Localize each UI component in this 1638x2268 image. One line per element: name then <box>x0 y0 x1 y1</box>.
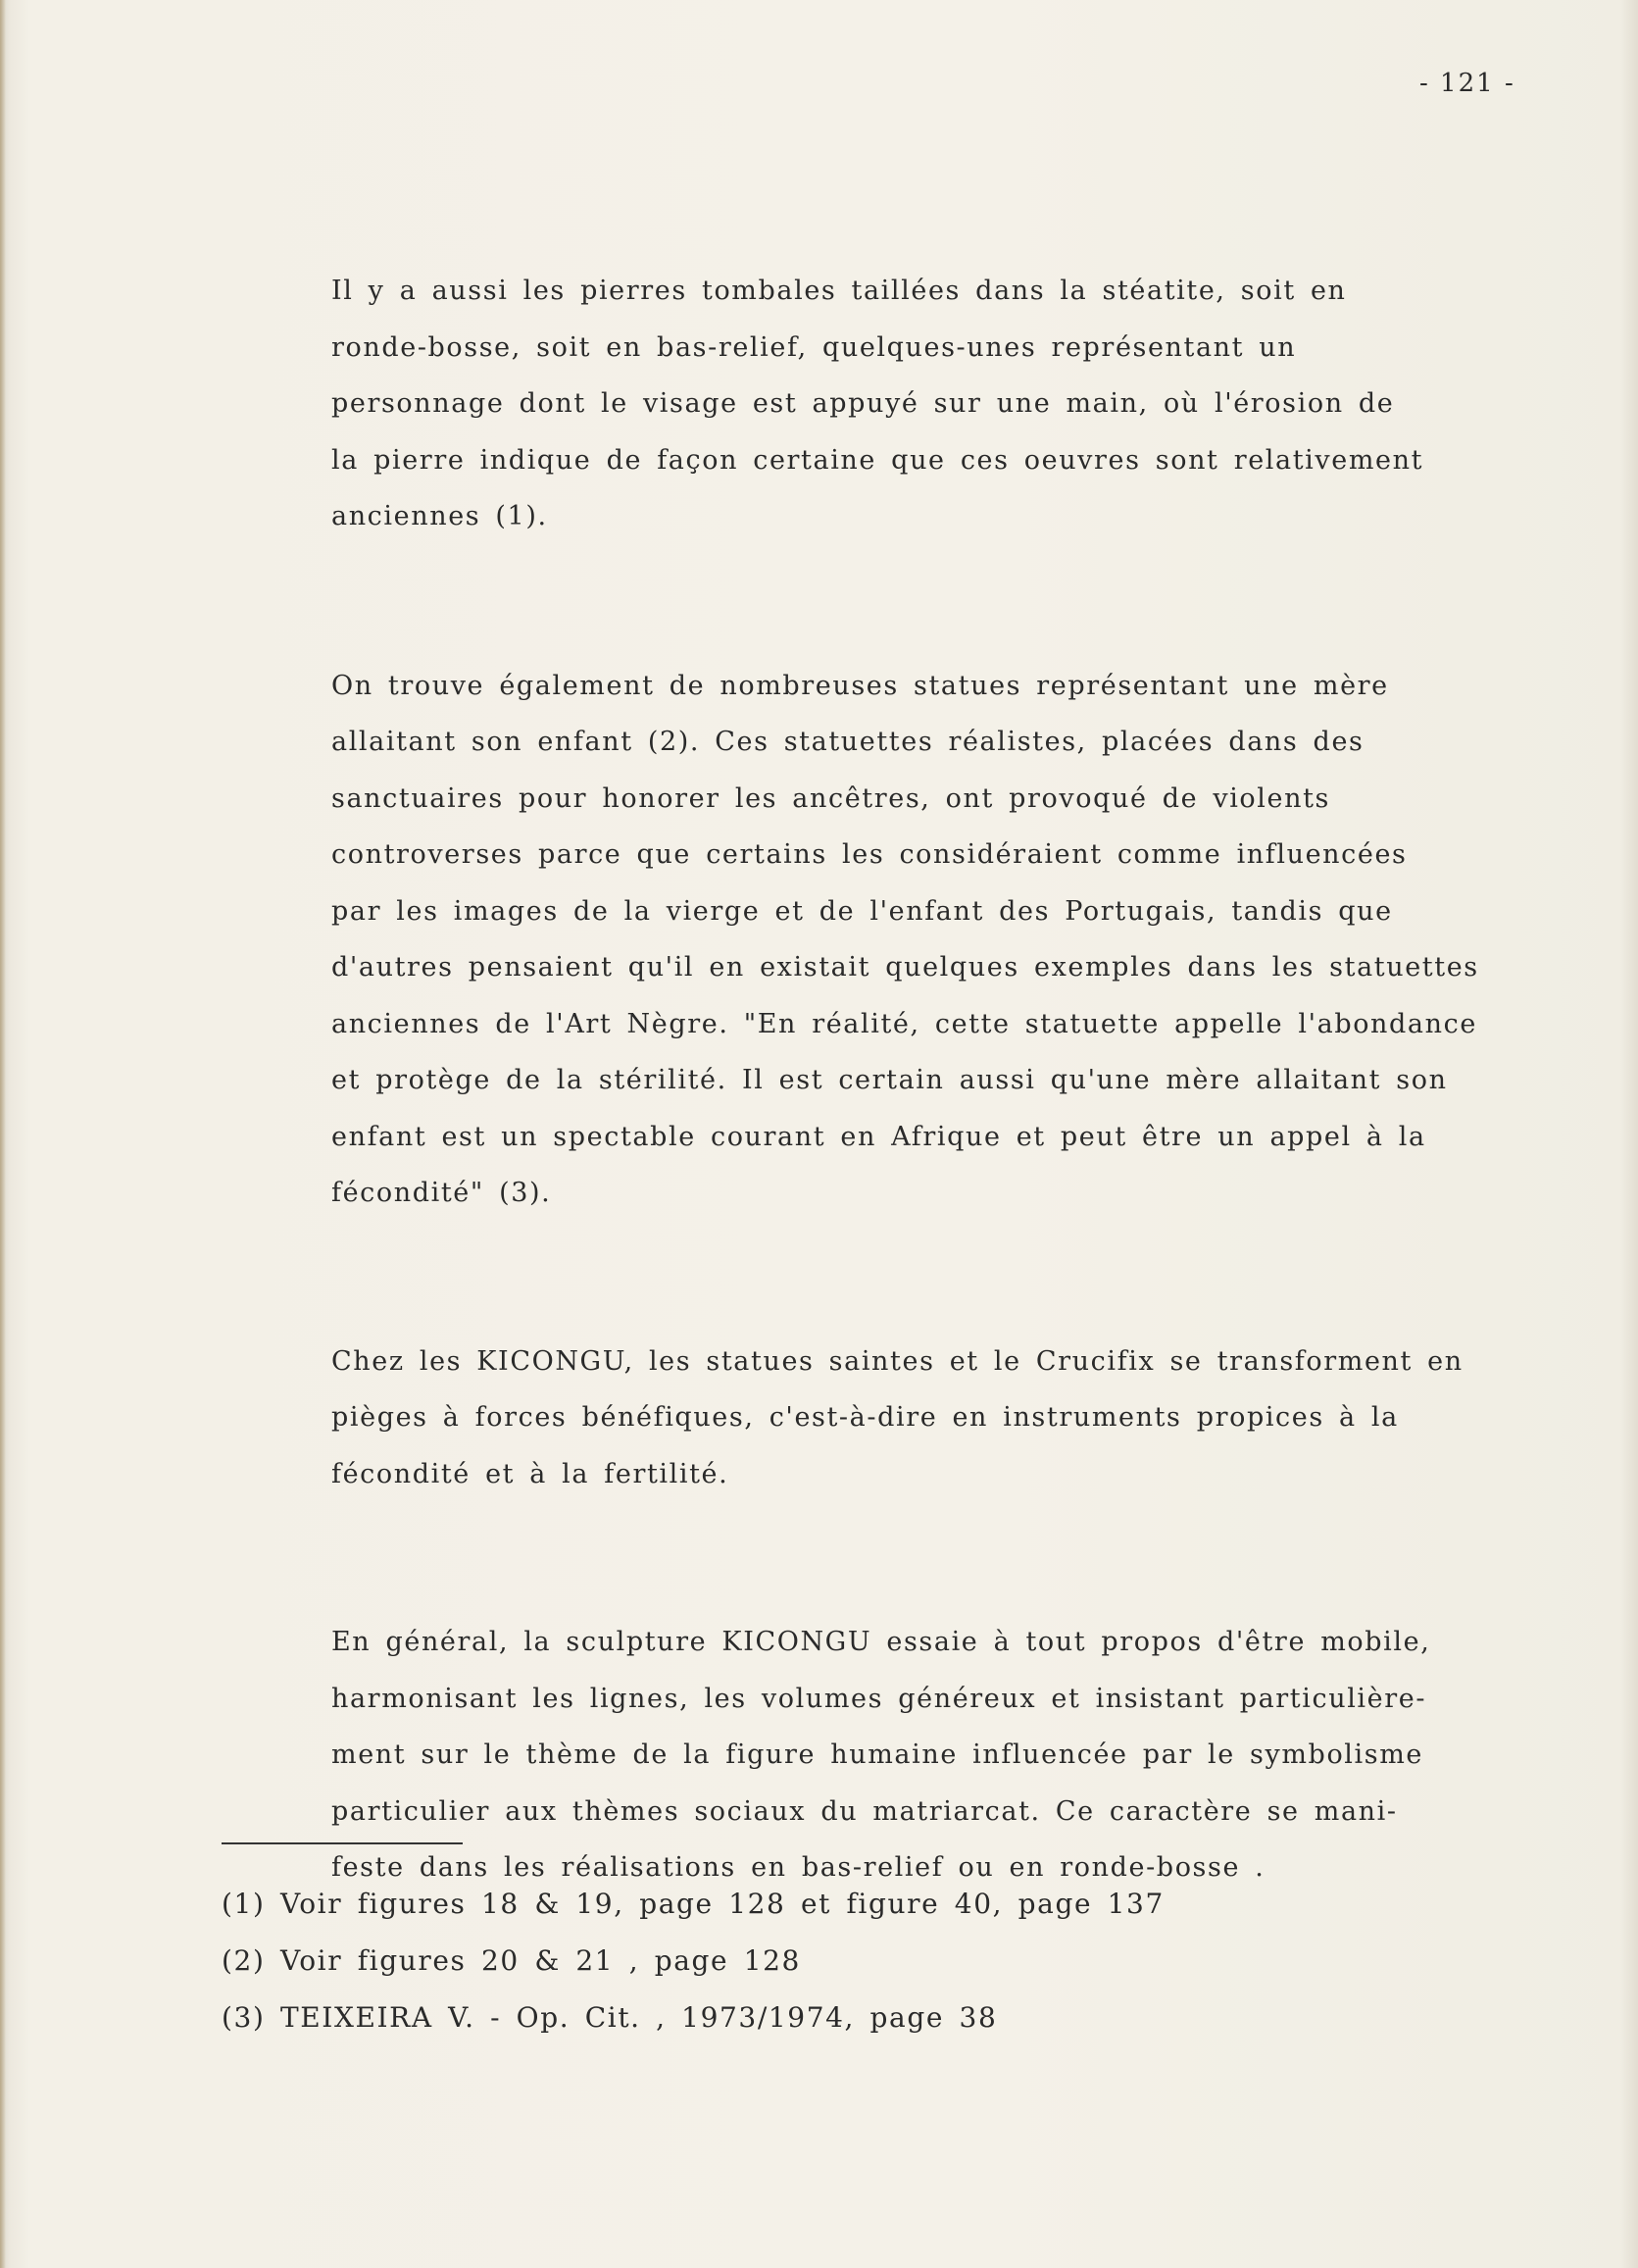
paragraph-spacer <box>331 1222 1586 1334</box>
text-line: fécondité et à la fertilité. <box>331 1458 729 1489</box>
text-line: par les images de la vierge et de l'enfant des Portugais, tandis que <box>331 895 1393 927</box>
text-line: feste dans les réalisations en bas-relief ou en ronde-bosse . <box>331 1852 1266 1883</box>
paragraph-spacer <box>331 545 1586 658</box>
text-line: ment sur le thème de la figure humaine influencée par le symbolisme <box>331 1739 1424 1770</box>
text-line: d'autres pensaient qu'il en existait quelques exemples dans les statuettes <box>331 952 1479 983</box>
text-line: controverses parce que certains les considéraient comme influencées <box>331 839 1408 870</box>
paragraph-3 <box>331 1334 1586 1503</box>
footnote-divider <box>222 1842 463 1844</box>
text-line: allaitant son enfant (2). Ces statuettes réalistes, placées dans des <box>331 727 1365 757</box>
text-line: pièges à forces bénéfiques, c'est-à-dire en instruments propices à la <box>331 1402 1399 1433</box>
text-line: sanctuaires pour honorer les ancêtres, ont provoqué de violents <box>331 782 1330 814</box>
text-line: En général, la sculpture KICONGU essaie à tout propos d'être mobile, <box>331 1627 1431 1657</box>
footnote-2: (2) Voir figures 20 & 21 , page 128 <box>222 1944 801 1977</box>
body-text <box>331 263 1586 1896</box>
text-line: et protège de la stérilité. Il est certain aussi qu'une mère allaitant son <box>331 1065 1448 1095</box>
text-line: la pierre indique de façon certaine que ces oeuvres sont relativement <box>331 444 1424 476</box>
paragraph-spacer <box>331 1502 1586 1614</box>
text-line: personnage dont le visage est appuyé sur une main, où l'érosion de <box>331 388 1395 419</box>
paragraph-1 <box>331 263 1586 545</box>
text-line: particulier aux thèmes sociaux du matriarcat. Ce caractère se mani- <box>331 1795 1398 1827</box>
text-line: On trouve également de nombreuses statues représentant une mère <box>331 670 1389 701</box>
text-line: Chez les KICONGU, les statues saintes et le Crucifix se transforment en <box>331 1345 1464 1377</box>
text-line: enfant est un spectable courant en Afrique et peut être un appel à la <box>331 1121 1426 1152</box>
page-number: - 121 - <box>1419 69 1515 98</box>
text-line: anciennes de l'Art Nègre. "En réalité, cette statuette appelle l'abondance <box>331 1008 1477 1039</box>
text-line: Il y a aussi les pierres tombales taillées dans la stéatite, soit en <box>331 276 1347 306</box>
footnote-1: (1) Voir figures 18 & 19, page 128 et figure 40, page 137 <box>222 1888 1165 1920</box>
text-line: fécondité" (3). <box>331 1178 552 1208</box>
paragraph-4 <box>331 1614 1586 1896</box>
paragraph-2 <box>331 658 1586 1222</box>
text-line: anciennes (1). <box>331 501 548 531</box>
text-line: harmonisant les lignes, les volumes généreux et insistant particulière- <box>331 1683 1427 1714</box>
text-line: ronde-bosse, soit en bas-relief, quelques-unes représentant un <box>331 331 1297 363</box>
footnotes <box>222 1876 1398 2046</box>
footnote-3: (3) TEIXEIRA V. - Op. Cit. , 1973/1974, page 38 <box>222 2001 998 2034</box>
